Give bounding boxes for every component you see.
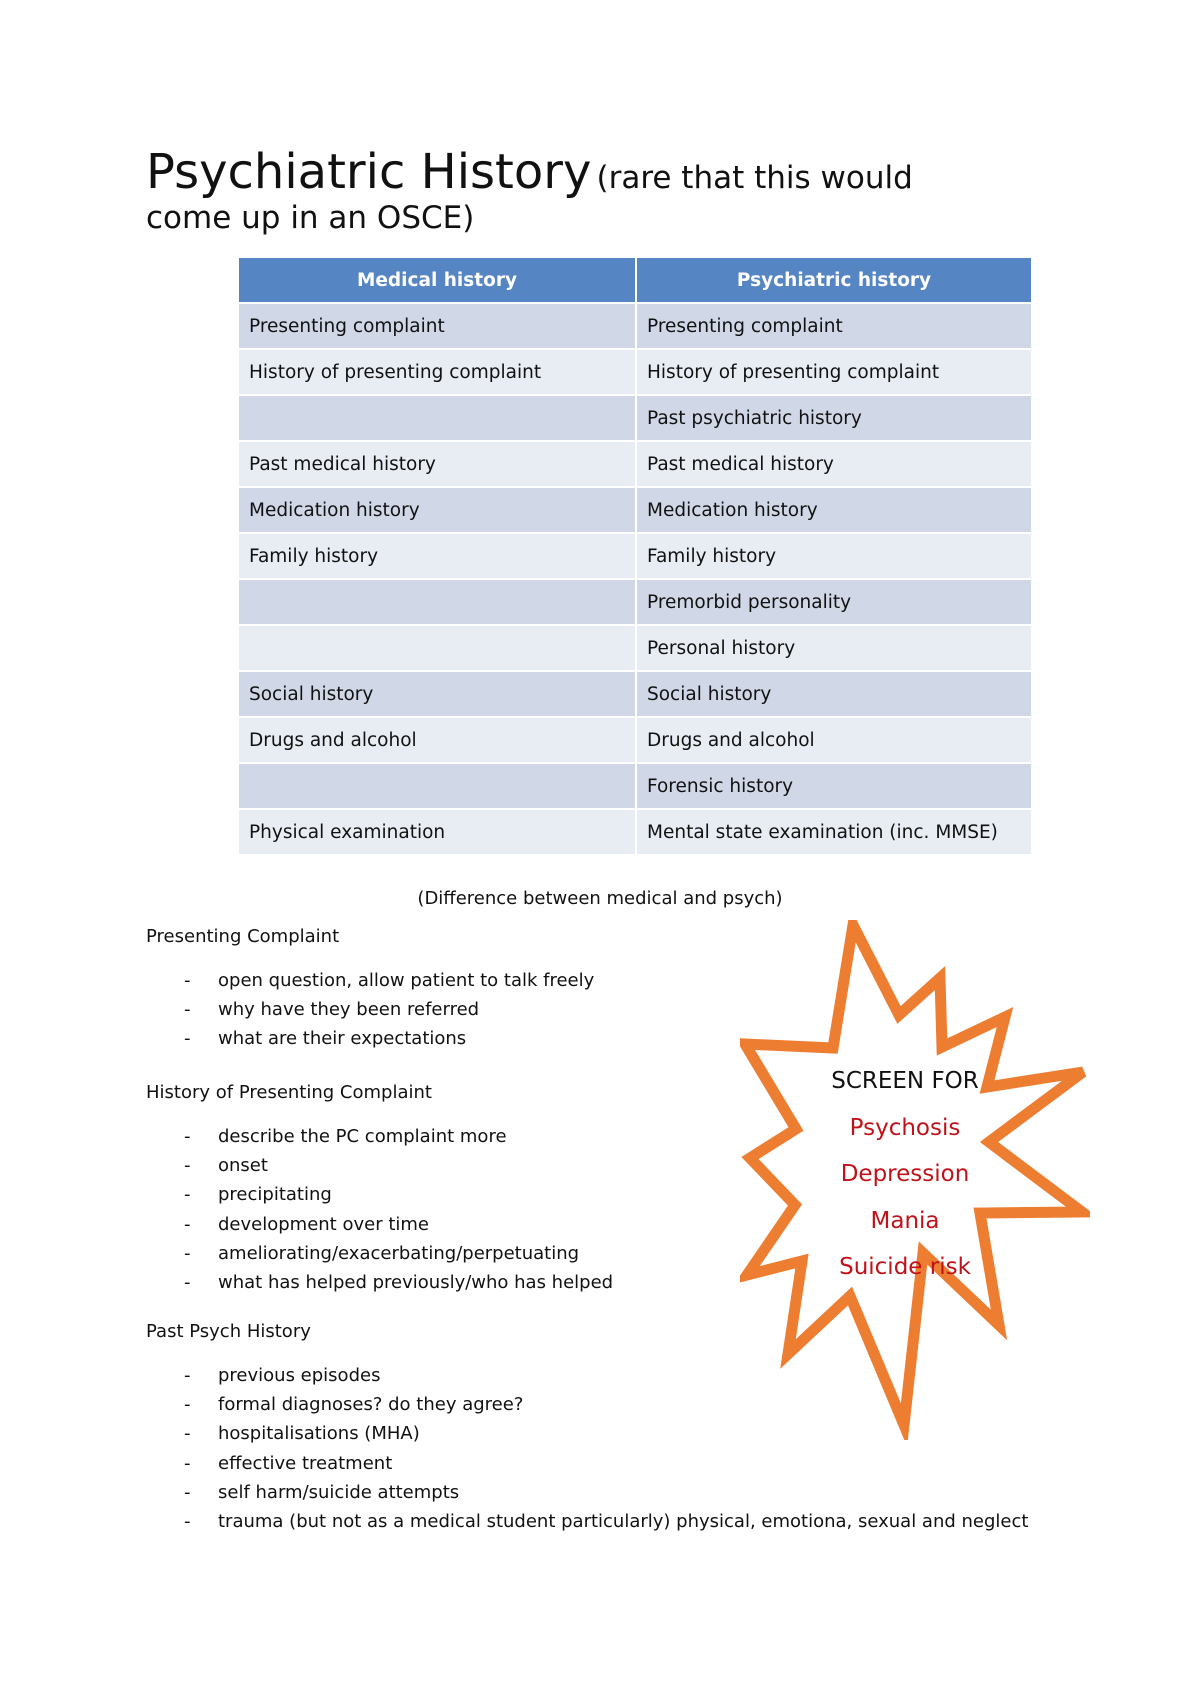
list-item bbox=[146, 1151, 613, 1180]
list-item bbox=[146, 1180, 613, 1209]
cell-psychiatric-history: Past psychiatric history bbox=[636, 395, 1031, 441]
list-item-text: what has helped previously/who has helped bbox=[218, 1271, 614, 1293]
cell-psychiatric-history: Presenting complaint bbox=[636, 303, 1031, 349]
list-item bbox=[146, 1024, 594, 1053]
table-row bbox=[239, 395, 1031, 441]
dash-bullet: - bbox=[184, 1423, 191, 1445]
cell-medical-history: Drugs and alcohol bbox=[239, 717, 636, 763]
table-row bbox=[239, 533, 1031, 579]
list-item-text: development over time bbox=[218, 1213, 429, 1235]
cell-psychiatric-history: Forensic history bbox=[636, 763, 1031, 809]
history-comparison-table bbox=[239, 258, 1031, 854]
list-item bbox=[146, 995, 594, 1024]
dash-bullet: - bbox=[184, 1452, 191, 1474]
dash-bullet: - bbox=[184, 970, 191, 991]
cell-medical-history: Physical examination bbox=[239, 809, 636, 854]
table-caption: (Difference between medical and psych) bbox=[417, 888, 783, 909]
cell-medical-history: Presenting complaint bbox=[239, 303, 636, 349]
cell-psychiatric-history: Drugs and alcohol bbox=[636, 717, 1031, 763]
screen-item-suicide-risk: Suicide risk bbox=[839, 1254, 971, 1280]
list-item bbox=[146, 1239, 613, 1268]
list-item-text: hospitalisations (MHA) bbox=[218, 1423, 420, 1445]
cell-medical-history: Social history bbox=[239, 671, 636, 717]
dash-bullet: - bbox=[184, 1394, 191, 1416]
list-item-text: trauma (but not as a medical student particularly) physical, emotiona, sexual and neglect bbox=[218, 1510, 1029, 1532]
table-row bbox=[239, 809, 1031, 854]
list-item-text: formal diagnoses? do they agree? bbox=[218, 1394, 524, 1416]
list-item-text: onset bbox=[218, 1155, 268, 1177]
dash-bullet: - bbox=[184, 1155, 191, 1177]
dash-bullet: - bbox=[184, 1242, 191, 1264]
list-item-text: precipitating bbox=[218, 1184, 332, 1206]
section-history-of-presenting-complaint bbox=[146, 1078, 613, 1297]
list-item-text: self harm/suicide attempts bbox=[218, 1481, 460, 1503]
dash-bullet: - bbox=[184, 1184, 191, 1206]
dash-bullet: - bbox=[184, 1365, 191, 1386]
cell-medical-history: Past medical history bbox=[239, 441, 636, 487]
cell-medical-history bbox=[239, 625, 636, 671]
list-item bbox=[146, 1478, 1028, 1507]
list-item-text: what are their expectations bbox=[218, 1028, 467, 1050]
section-presenting-complaint bbox=[146, 922, 594, 1054]
table-row bbox=[239, 763, 1031, 809]
screen-item-mania: Mania bbox=[870, 1207, 940, 1234]
dash-bullet: - bbox=[184, 1213, 191, 1235]
list-item bbox=[146, 1507, 1028, 1536]
cell-psychiatric-history: Premorbid personality bbox=[636, 579, 1031, 625]
column-header-psychiatric: Psychiatric history bbox=[636, 258, 1031, 303]
table-row bbox=[239, 717, 1031, 763]
cell-psychiatric-history: Mental state examination (inc. MMSE) bbox=[636, 809, 1031, 854]
cell-psychiatric-history: Medication history bbox=[636, 487, 1031, 533]
table-row bbox=[239, 441, 1031, 487]
dash-bullet: - bbox=[184, 1126, 191, 1147]
bullet-list bbox=[146, 966, 594, 1054]
list-item bbox=[146, 966, 594, 995]
table-row bbox=[239, 579, 1031, 625]
list-item bbox=[146, 1122, 613, 1151]
dash-bullet: - bbox=[184, 999, 191, 1021]
section-heading: History of Presenting Complaint bbox=[146, 1082, 432, 1103]
cell-psychiatric-history: Past medical history bbox=[636, 441, 1031, 487]
page-title bbox=[146, 144, 1046, 238]
list-item-text: ameliorating/exacerbating/perpetuating bbox=[218, 1242, 580, 1264]
bullet-list bbox=[146, 1122, 613, 1297]
list-item-text: open question, allow patient to talk freely bbox=[218, 970, 595, 991]
title-subtitle-line1: (rare that this would bbox=[596, 160, 913, 196]
table-row bbox=[239, 625, 1031, 671]
dash-bullet: - bbox=[184, 1510, 191, 1532]
section-heading: Past Psych History bbox=[146, 1321, 311, 1342]
list-item-text: describe the PC complaint more bbox=[218, 1126, 507, 1147]
cell-medical-history: History of presenting complaint bbox=[239, 349, 636, 395]
screen-item-psychosis: Psychosis bbox=[849, 1114, 961, 1141]
screen-item-depression: Depression bbox=[840, 1161, 970, 1187]
cell-psychiatric-history: Family history bbox=[636, 533, 1031, 579]
table-row bbox=[239, 487, 1031, 533]
section-heading: Presenting Complaint bbox=[146, 926, 340, 947]
table-body bbox=[239, 303, 1031, 854]
cell-medical-history: Medication history bbox=[239, 487, 636, 533]
dash-bullet: - bbox=[184, 1271, 191, 1293]
table-row bbox=[239, 303, 1031, 349]
dash-bullet: - bbox=[184, 1028, 191, 1050]
cell-psychiatric-history: Personal history bbox=[636, 625, 1031, 671]
dash-bullet: - bbox=[184, 1481, 191, 1503]
cell-psychiatric-history: History of presenting complaint bbox=[636, 349, 1031, 395]
list-item-text: previous episodes bbox=[218, 1365, 381, 1386]
screen-for-heading: SCREEN FOR bbox=[831, 1068, 979, 1094]
list-item-text: effective treatment bbox=[218, 1452, 393, 1474]
title-subtitle-line2: come up in an OSCE) bbox=[146, 200, 475, 236]
title-main: Psychiatric History bbox=[146, 144, 592, 200]
cell-medical-history: Family history bbox=[239, 533, 636, 579]
list-item bbox=[146, 1449, 1028, 1478]
cell-medical-history bbox=[239, 579, 636, 625]
list-item-text: why have they been referred bbox=[218, 999, 480, 1021]
cell-psychiatric-history: Social history bbox=[636, 671, 1031, 717]
cell-medical-history bbox=[239, 763, 636, 809]
list-item bbox=[146, 1268, 613, 1297]
screen-for-callout bbox=[800, 1058, 1010, 1291]
table-header-row bbox=[239, 258, 1031, 303]
table-row bbox=[239, 349, 1031, 395]
cell-medical-history bbox=[239, 395, 636, 441]
table-row bbox=[239, 671, 1031, 717]
column-header-medical: Medical history bbox=[239, 258, 636, 303]
list-item bbox=[146, 1210, 613, 1239]
